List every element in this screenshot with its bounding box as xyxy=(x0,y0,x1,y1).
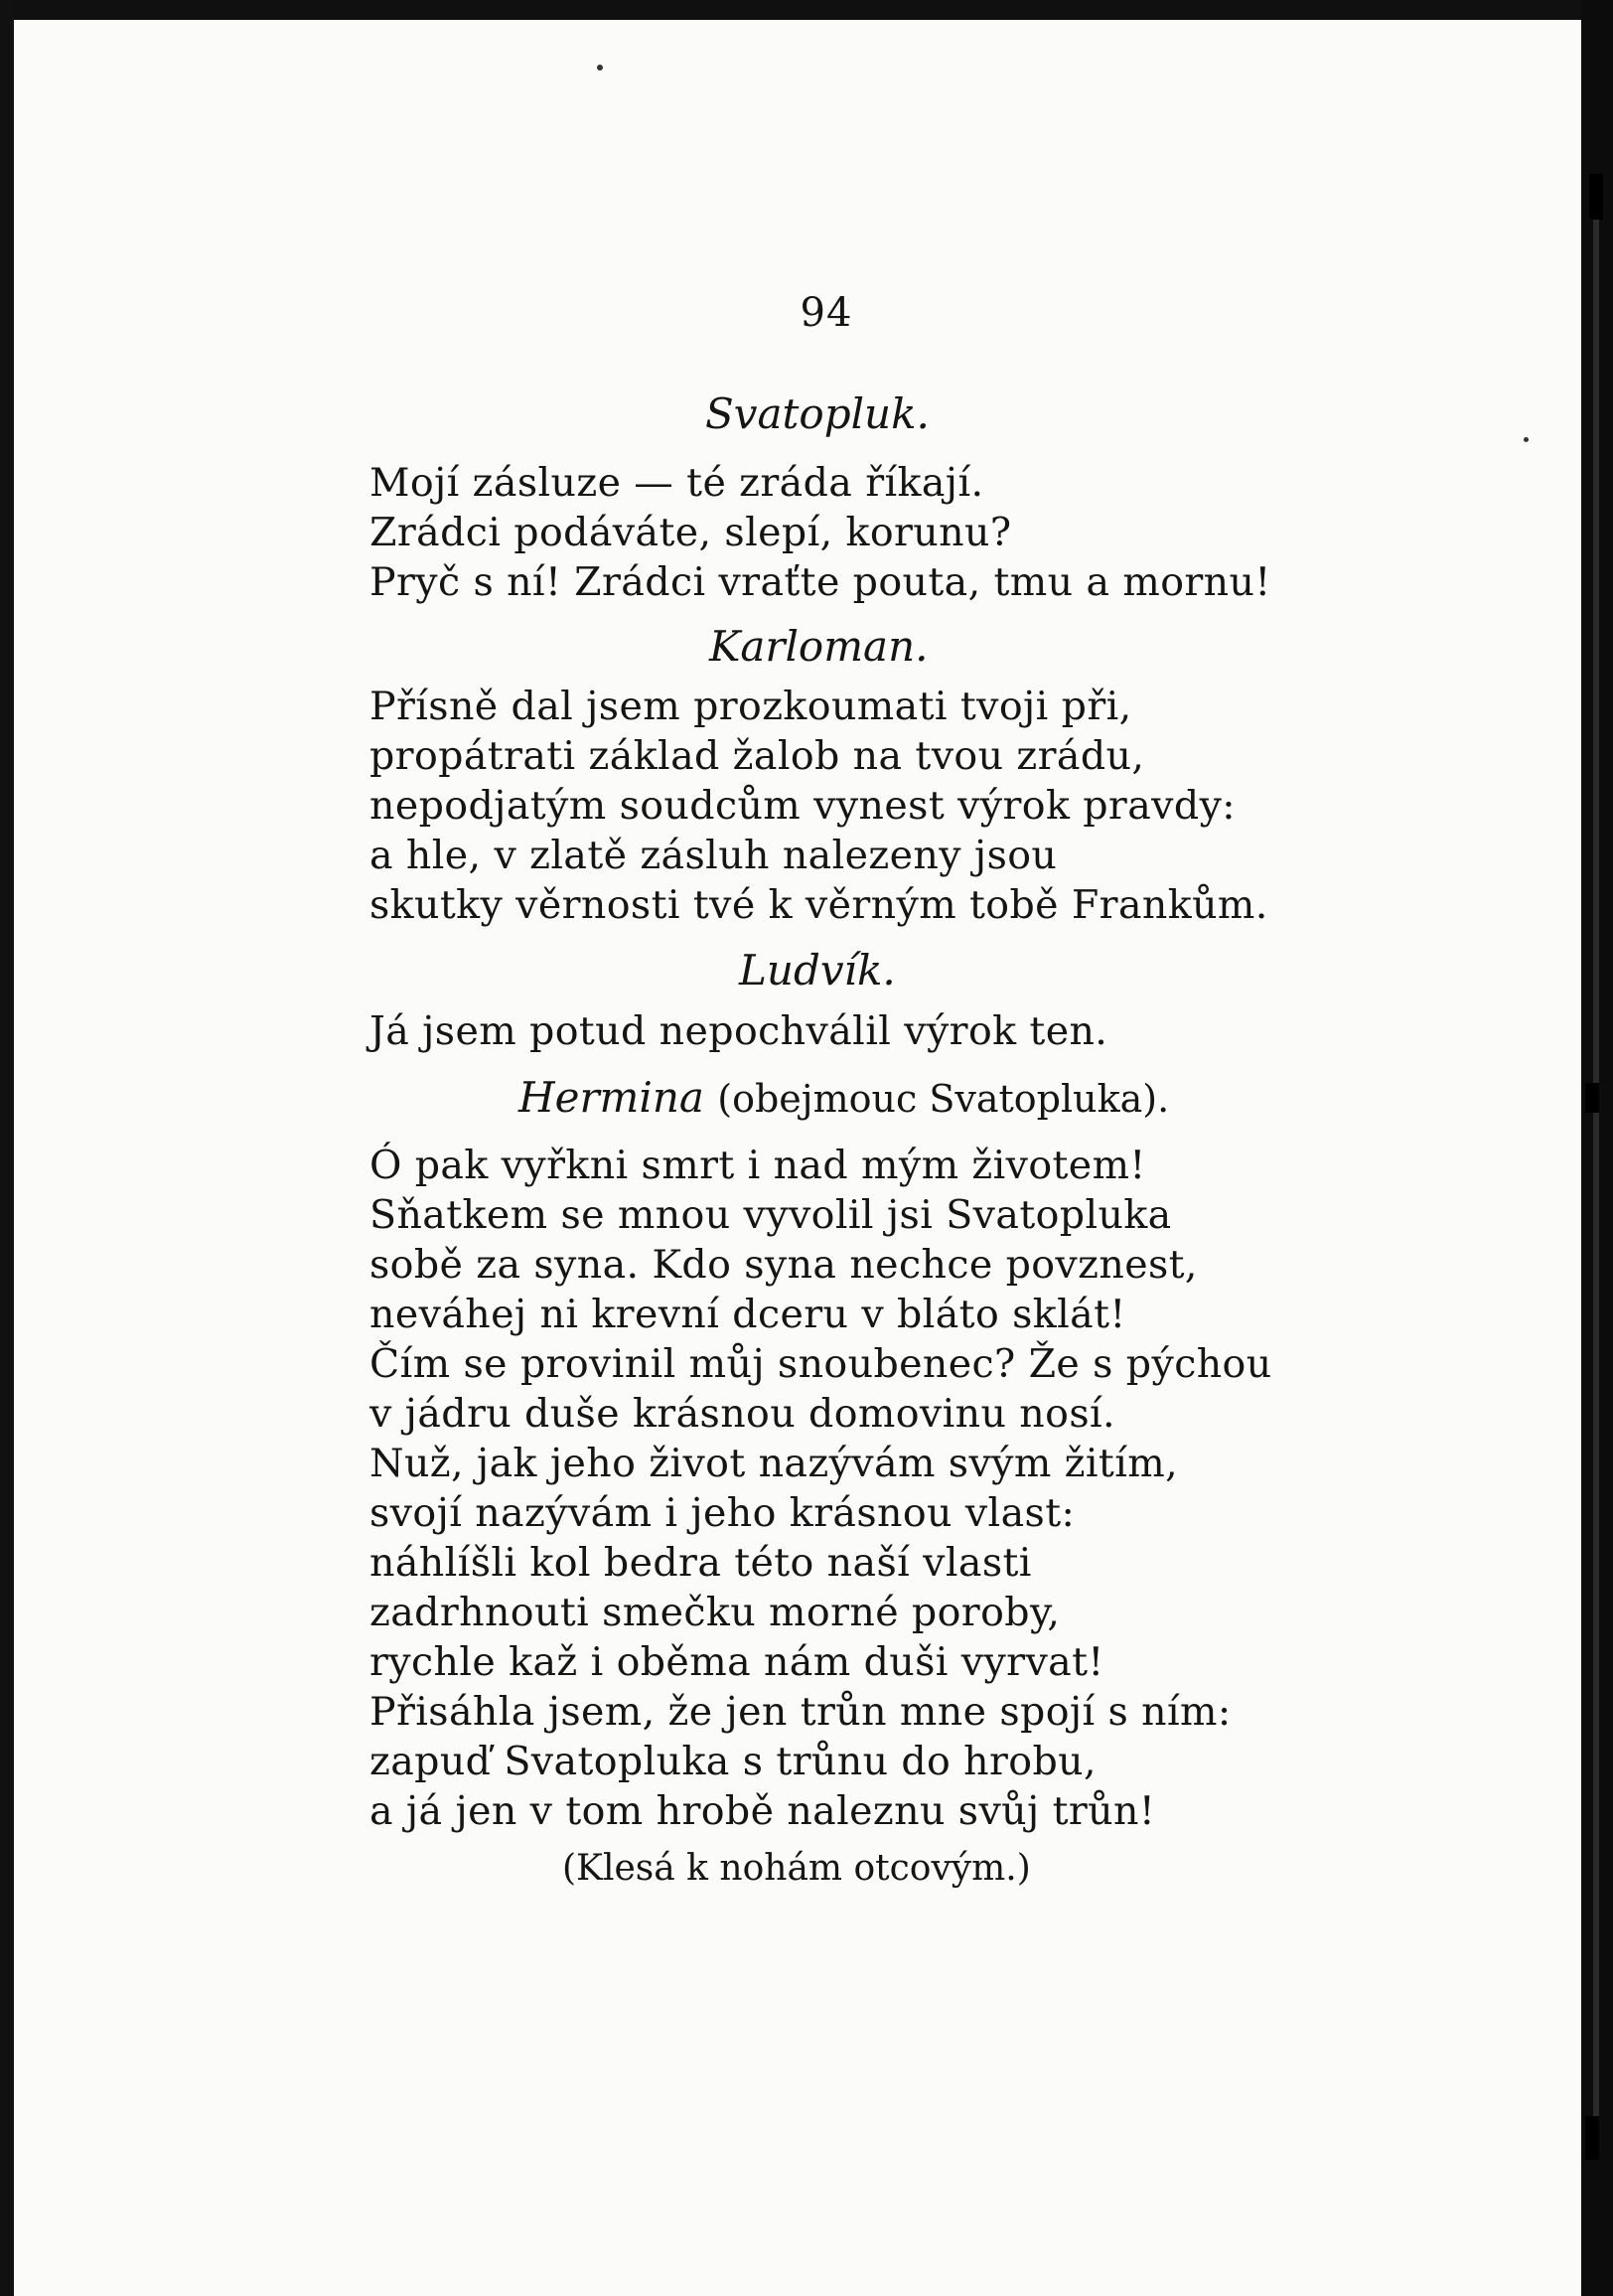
verse-line: sobě za syna. Kdo syna nechce povznest, xyxy=(369,1242,1198,1288)
page-number: 94 xyxy=(800,290,853,336)
speaker-name: Ludvík. xyxy=(739,946,896,995)
verse-line: rychle kaž i oběma nám duši vyrvat! xyxy=(369,1639,1104,1685)
verse-line: nepodjatým soudcům vynest výrok pravdy: xyxy=(369,783,1236,829)
verse-line: Pryč s ní! Zrádci vraťte pouta, tmu a mornu! xyxy=(369,559,1271,605)
verse-line: Sňatkem se mnou vyvolil jsi Svatopluka xyxy=(369,1192,1172,1238)
stage-direction: (obejmouc Svatopluka). xyxy=(717,1077,1170,1121)
verse-line: Ó pak vyřkni smrt i nad mým životem! xyxy=(369,1143,1146,1188)
speaker-name: Svatopluk. xyxy=(705,389,930,438)
verse-line: Přisáhla jsem, že jen trůn mne spojí s ním: xyxy=(369,1689,1232,1735)
verse-line: Mojí zásluze — té zráda říkají. xyxy=(369,460,984,506)
verse-line: Přísně dal jsem prozkoumati tvoji při, xyxy=(369,684,1132,729)
speaker-name: Hermina xyxy=(518,1073,704,1122)
verse-line: skutky věrnosti tvé k věrným tobě Frankům. xyxy=(369,882,1268,928)
scan-right-shadow xyxy=(1593,179,1599,2146)
verse-line: náhlíšli kol bedra této naší vlasti xyxy=(369,1540,1032,1586)
verse-line: neváhej ni krevní dceru v bláto sklát! xyxy=(369,1292,1126,1337)
verse-line: Nuž, jak jeho život nazývám svým žitím, xyxy=(369,1441,1179,1486)
verse-line: zapuď Svatopluka s trůnu do hrobu, xyxy=(369,1739,1097,1784)
speaker-name: Karloman. xyxy=(709,622,929,671)
speaker-with-direction xyxy=(518,1073,1169,1122)
scan-notch xyxy=(1585,1083,1599,1113)
verse-line: Čím se provinil můj snoubenec? Že s pýchou xyxy=(369,1341,1272,1387)
verse-line: Já jsem potud nepochválil výrok ten. xyxy=(369,1008,1108,1054)
verse-line: zadrhnouti smečku morné poroby, xyxy=(369,1590,1061,1635)
verse-line: Zrádci podáváte, slepí, korunu? xyxy=(369,510,1012,555)
verse-line: svojí nazývám i jeho krásnou vlast: xyxy=(369,1490,1076,1536)
verse-line: propátrati základ žalob na tvou zrádu, xyxy=(369,733,1145,779)
scan-notch xyxy=(1585,2116,1599,2160)
verse-line: v jádru duše krásnou domovinu nosí. xyxy=(369,1391,1115,1437)
verse-line: a hle, v zlatě zásluh nalezeny jsou xyxy=(369,833,1058,878)
verse-line: a já jen v tom hrobě naleznu svůj trůn! xyxy=(369,1788,1156,1834)
closing-stage-direction: (Klesá k nohám otcovým.) xyxy=(562,1848,1031,1889)
scan-notch xyxy=(1589,174,1603,220)
